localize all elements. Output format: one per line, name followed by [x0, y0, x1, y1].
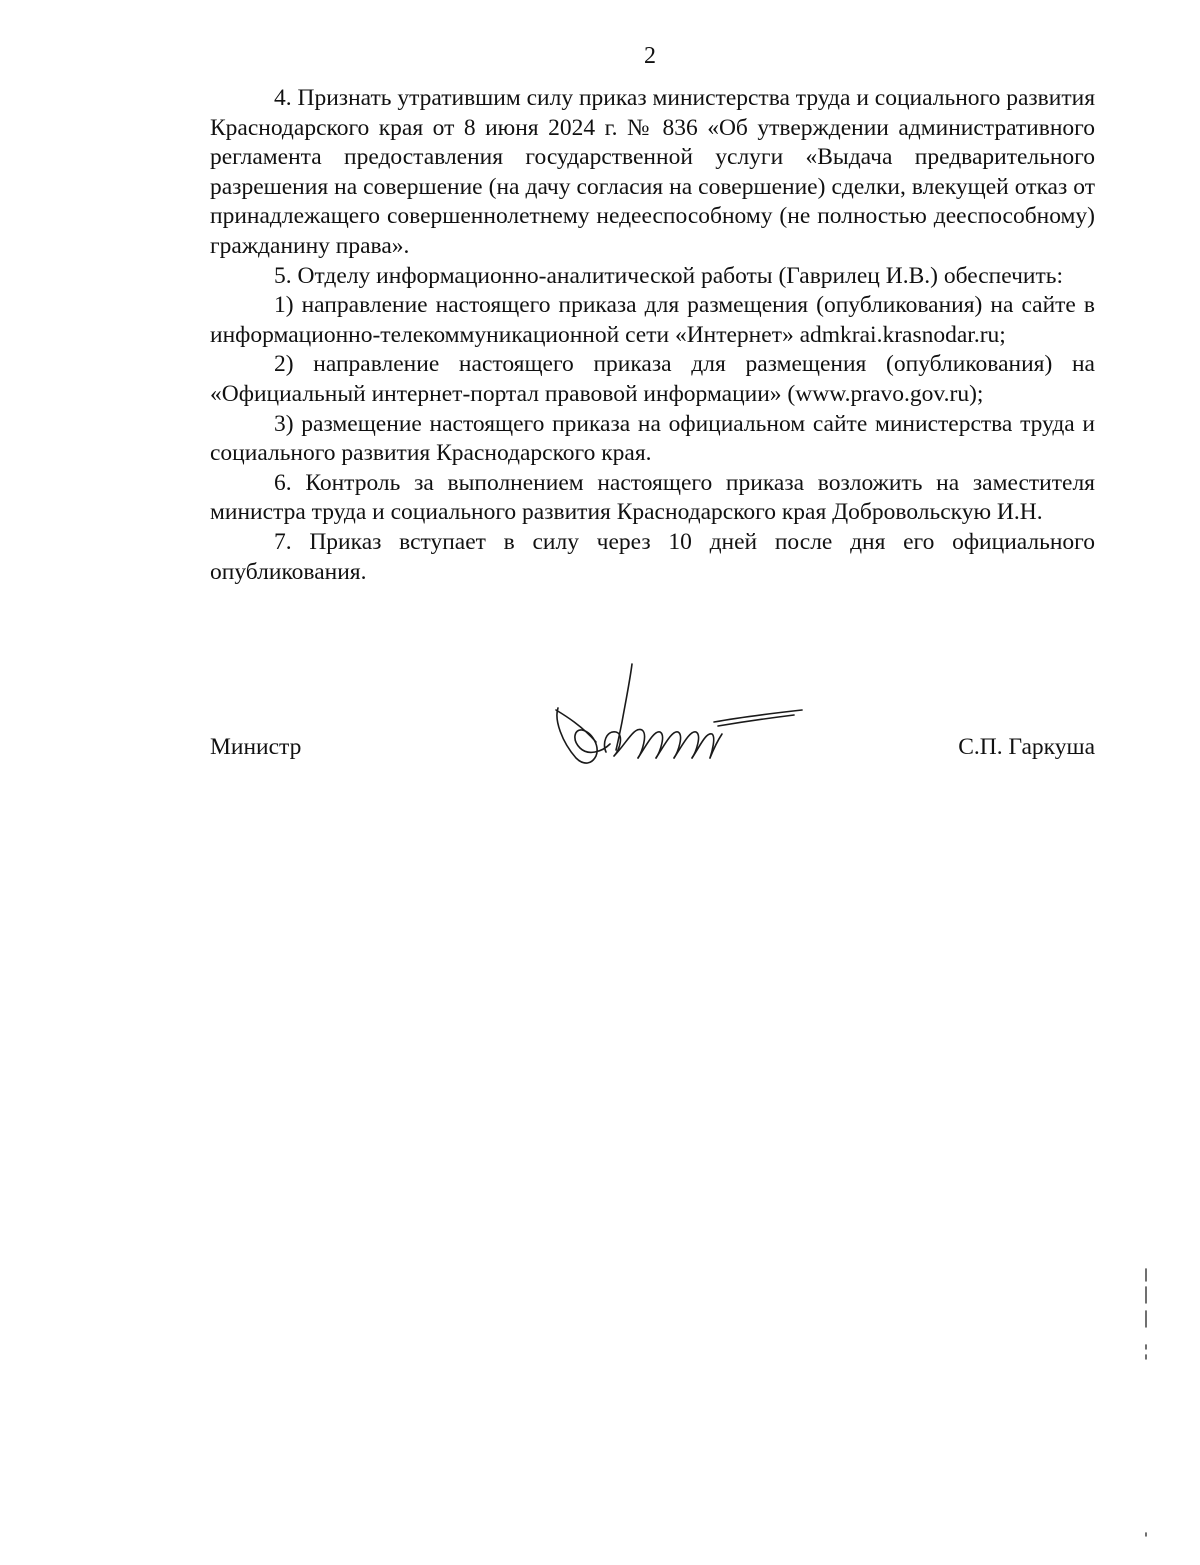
paragraph-subitem-1: 1) направление настоящего приказа для размещения (опубликования) на сайте в информационно-телекоммуникационной сети «Интернет» admkrai.krasnodar.ru;	[210, 292, 1095, 348]
paragraph-item-5: 5. Отделу информационно-аналитической работы (Гаврилец И.В.) обеспечить:	[274, 262, 1064, 289]
paragraph-item-4: 4. Признать утратившим силу приказ министерства труда и социального развития Краснодарского края от 8 июня 2024 г. № 836 «Об утверждении административного регламента предоставления государственной услуги «Выдача предварительного разрешения на совершение (на дачу согласия на совершение) сделки, влекущей отказ от принадлежащего совершеннолетнему недееспособному (не полностью дееспособному) гражданину права».	[210, 85, 1095, 259]
paragraph-subitem-2: 2) направление настоящего приказа для размещения (опубликования) на «Официальный интернет-портал правовой информации» (www.pravo.gov.ru);	[210, 351, 1095, 407]
signer-title: Министр	[210, 734, 302, 760]
paragraph-item-6: 6. Контроль за выполнением настоящего приказа возложить на заместителя министра труда и социального развития Краснодарского края Добровольскую И.Н.	[210, 469, 1095, 526]
document-body	[210, 84, 1095, 587]
scan-artifact-marks	[1138, 1265, 1158, 1565]
paragraph-subitem-3: 3) размещение настоящего приказа на официальном сайте министерства труда и социального развития Краснодарского края.	[210, 410, 1095, 467]
handwritten-signature	[546, 660, 806, 780]
signer-name: С.П. Гаркуша	[958, 734, 1095, 760]
page-number: 2	[644, 43, 656, 69]
signature-block	[210, 660, 1095, 780]
paragraph-item-7: 7. Приказ вступает в силу через 10 дней после дня его официального опубликования.	[210, 528, 1095, 585]
